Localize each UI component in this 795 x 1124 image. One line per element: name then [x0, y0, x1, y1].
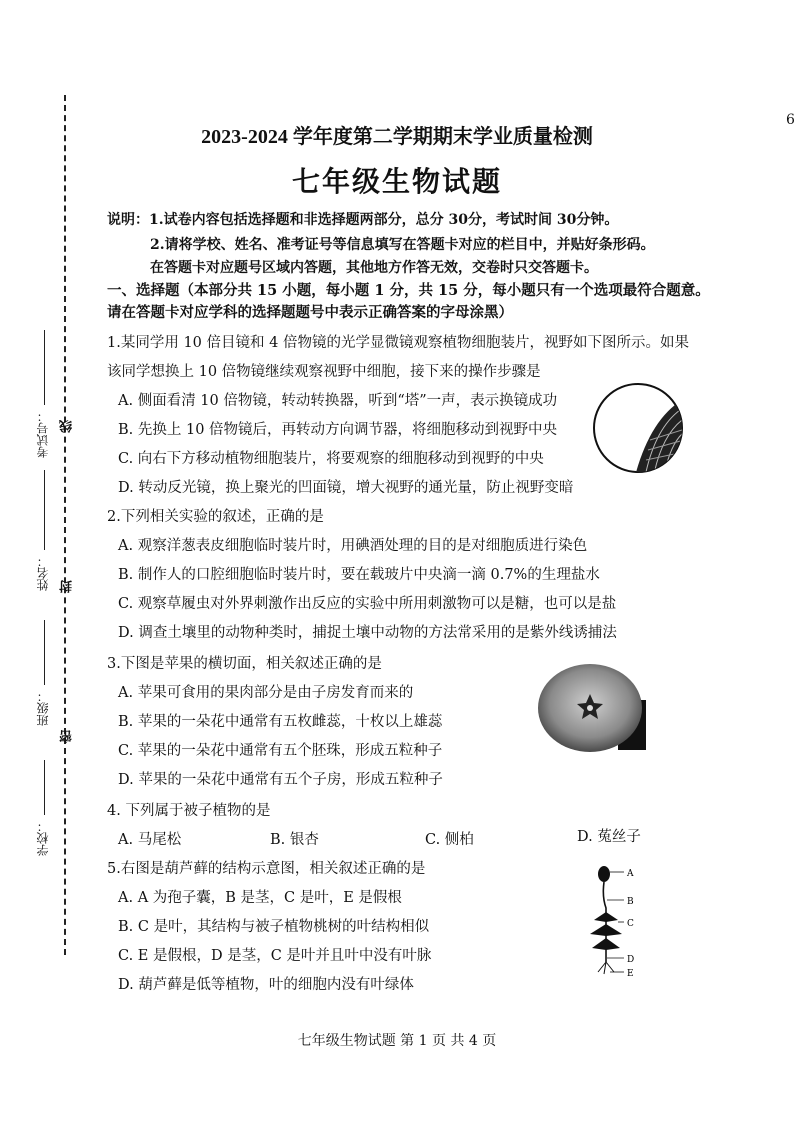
q2-option-c: C. 观察草履虫对外界刺激作出反应的实验中所用刺激物可以是糖，也可以是盐	[118, 596, 617, 612]
binding-dashed-line	[64, 95, 66, 955]
exam-number-label: 考试号：	[36, 410, 50, 458]
q1-option-d: D. 转动反光镜，换上聚光的凹面镜，增大视野的通光量，防止视野变暗	[118, 480, 574, 496]
moss-label-c: C	[627, 919, 634, 929]
q3-option-b: B. 苹果的一朵花中通常有五枚雌蕊，十枚以上雄蕊	[118, 714, 443, 730]
q3-option-d: D. 苹果的一朵花中通常有五个子房，形成五粒种子	[118, 772, 443, 788]
q5-option-c: C. E 是假根，D 是茎，C 是叶并且叶中没有叶脉	[118, 948, 432, 964]
section-heading-1: 一、选择题（本部分共 15 小题，每小题 1 分，共 15 分，每小题只有一个选项最符合题意。	[107, 282, 710, 299]
instruction-line-2: 2.请将学校、姓名、准考证号等信息填写在答题卡对应的栏目中，并贴好条形码。	[150, 237, 655, 253]
moss-label-b: B	[627, 897, 634, 907]
moss-label-a: A	[627, 869, 634, 879]
instruction-line-1: 说明：1.试卷内容包括选择题和非选择题两部分，总分 30分，考试时间 30分钟。	[107, 212, 619, 228]
q2-stem: 2.下列相关实验的叙述，正确的是	[107, 509, 324, 525]
exam-subtitle: 七年级生物试题	[291, 165, 502, 198]
q5-option-b: B. C 是叶，其结构与被子植物桃树的叶结构相似	[118, 919, 430, 935]
moss-structure-figure	[580, 862, 650, 984]
q4-option-d: D. 菟丝子	[577, 829, 641, 845]
q4-option-a: A. 马尾松	[118, 832, 182, 848]
name-label: 姓名：	[36, 555, 50, 591]
microscope-view-figure	[590, 380, 686, 476]
q1-option-c: C. 向右下方移动植物细胞装片，将要观察的细胞移动到视野的中央	[118, 451, 544, 467]
q3-stem: 3.下图是苹果的横切面，相关叙述正确的是	[107, 656, 382, 672]
corner-mark: 6	[786, 112, 795, 128]
q4-stem: 4. 下列属于被子植物的是	[107, 803, 271, 819]
moss-label-e: E	[627, 969, 634, 979]
class-blank	[44, 620, 45, 685]
q1-stem-1: 1.某同学用 10 倍目镜和 4 倍物镜的光学显微镜观察植物细胞装片，视野如下图所示。如果	[107, 335, 689, 351]
apple-cross-section-figure	[532, 660, 652, 760]
name-blank	[44, 470, 45, 550]
page-footer: 七年级生物试题 第 1 页 共 4 页	[297, 1033, 497, 1049]
q3-option-c: C. 苹果的一朵花中通常有五个胚珠，形成五粒种子	[118, 743, 443, 759]
q5-option-d: D. 葫芦藓是低等植物，叶的细胞内没有叶绿体	[118, 977, 414, 993]
q2-option-d: D. 调查土壤里的动物种类时，捕捉土壤中动物的方法常采用的是紫外线诱捕法	[118, 625, 617, 641]
school-label: 学校：	[36, 820, 50, 856]
seal-char-secret: 密	[60, 730, 75, 743]
school-blank	[44, 760, 45, 815]
instruction-line-3: 在答题卡对应题号区域内答题，其他地方作答无效，交卷时只交答题卡。	[150, 260, 598, 276]
q5-option-a: A. A 为孢子囊，B 是茎，C 是叶，E 是假根	[118, 890, 402, 906]
q1-option-b: B. 先换上 10 倍物镜后，再转动方向调节器，将细胞移动到视野中央	[118, 422, 558, 438]
q4-option-b: B. 银杏	[270, 832, 319, 848]
moss-label-d: D	[627, 955, 635, 965]
seal-char-line: 线	[60, 420, 75, 433]
q5-stem: 5.右图是葫芦藓的结构示意图，相关叙述正确的是	[107, 861, 426, 877]
class-label: 班级：	[36, 690, 50, 726]
q1-option-a: A. 侧面看清 10 倍物镜，转动转换器，听到“塔”一声，表示换镜成功	[118, 393, 558, 409]
q4-option-c: C. 侧柏	[425, 832, 474, 848]
seal-char-seal: 封	[60, 580, 75, 593]
q1-stem-2: 该同学想换上 10 倍物镜继续观察视野中细胞，接下来的操作步骤是	[107, 364, 541, 380]
q2-option-a: A. 观察洋葱表皮细胞临时装片时，用碘酒处理的目的是对细胞质进行染色	[118, 538, 588, 554]
section-heading-2: 请在答题卡对应学科的选择题题号中表示正确答案的字母涂黑）	[107, 304, 513, 321]
q3-option-a: A. 苹果可食用的果肉部分是由子房发育而来的	[118, 685, 414, 701]
exam-number-blank	[44, 330, 45, 405]
q2-option-b: B. 制作人的口腔细胞临时装片时，要在载玻片中央滴一滴 0.7%的生理盐水	[118, 567, 600, 583]
exam-title: 2023-2024 学年度第二学期期末学业质量检测	[201, 126, 593, 148]
